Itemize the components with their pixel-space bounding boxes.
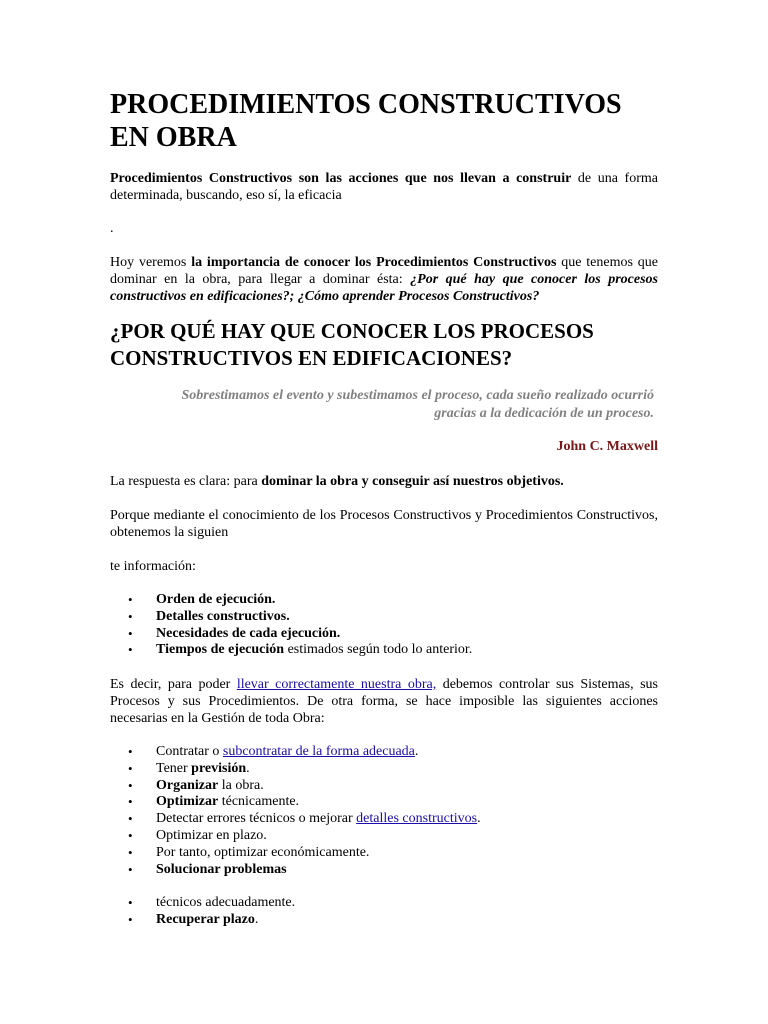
list-item: [128, 609, 658, 626]
link-detalles-constructivos[interactable]: detalles constructivos: [356, 811, 478, 827]
actions-list: [128, 744, 658, 878]
es-decir-paragraph: [110, 676, 658, 727]
quote-block: [130, 387, 654, 423]
list-item: [128, 828, 658, 845]
quote-author: John C. Maxwell: [556, 439, 658, 454]
list-item: [128, 845, 658, 862]
list-item-text: Contratar o: [156, 744, 223, 759]
list-item-bold: Organizar: [156, 777, 219, 793]
quote-line-1: Sobrestimamos el evento y subestimamos el proceso, cada sueño realizado ocurrió: [181, 388, 654, 403]
list-item: [128, 626, 658, 643]
today-text-2: que tenemos que dominar en la obra, para llegar a dominar ésta:: [110, 255, 658, 287]
list-item-text: Detectar errores técnicos o mejorar: [156, 811, 357, 827]
intro-bold: Procedimientos Constructivos son las acciones que nos llevan a construir: [110, 171, 572, 186]
list-item-text: .: [414, 744, 419, 759]
list-item-text: Tener: [156, 760, 192, 776]
list-item-bold: Orden de ejecución.: [156, 592, 276, 607]
today-text-1: Hoy veremos: [110, 255, 192, 270]
answer-bold: dominar la obra y conseguir así nuestros objetivos.: [261, 474, 564, 489]
es-decir-text-2: debemos controlar sus Sistemas, sus Procesos y sus Procedimientos. De otra forma, se hace imposible las siguientes acciones necesarias en la Gestión de toda Obra:: [110, 677, 658, 726]
link-llevar-obra[interactable]: llevar correctamente nuestra obra,: [236, 677, 437, 692]
list-item-text: .: [477, 811, 481, 827]
answer-text: La respuesta es clara: para: [110, 474, 262, 489]
list-item-text: técnicos adecuadamente.: [156, 895, 296, 910]
list-item: [128, 794, 658, 811]
list-item: [128, 744, 658, 761]
list-item: [128, 862, 658, 879]
list-item: [128, 912, 658, 929]
list-item-bold: Necesidades de cada ejecución.: [156, 625, 341, 641]
actions-list-continued: [128, 895, 658, 929]
quote-line-2: gracias a la dedicación de un proceso.: [434, 406, 654, 421]
page-title: PROCEDIMIENTOS CONSTRUCTIVOS EN OBRA: [110, 89, 622, 153]
list-item: [128, 592, 658, 609]
list-item-bold: Solucionar problemas: [156, 861, 287, 877]
intro-paragraph: [110, 170, 658, 204]
list-item-text: .: [254, 911, 259, 927]
list-item: [128, 642, 658, 659]
list-item: [128, 811, 658, 828]
list-item-text: Por tanto, optimizar económicamente.: [156, 844, 370, 860]
porque-paragraph: Porque mediante el conocimiento de los Procesos Constructivos y Procedimientos Constructivos, obtenemos la siguien: [110, 508, 658, 540]
list-item-bold: Detalles constructivos.: [156, 608, 290, 624]
list-item-bold: Optimizar: [156, 794, 219, 810]
list-item-bold: previsión: [191, 760, 247, 776]
list-item-bold: Tiempos de ejecución: [156, 642, 285, 658]
list-item-text: .: [246, 760, 250, 776]
separator-dot: .: [110, 221, 114, 236]
intro-rest: de una forma determinada, buscando, eso sí, la eficacia: [110, 171, 658, 203]
today-questions: ¿Por qué hay que conocer los procesos constructivos en edificaciones?; ¿Cómo aprender Procesos Constructivos?: [110, 272, 658, 304]
answer-paragraph: [110, 473, 658, 490]
list-item-text: estimados según todo lo anterior.: [284, 642, 473, 658]
list-item: [128, 761, 658, 778]
today-bold: la importancia de conocer los Procedimientos Constructivos: [191, 255, 557, 270]
list-item-bold: Recuperar plazo: [156, 911, 255, 927]
list-item-text: la obra.: [218, 777, 264, 793]
te-info-paragraph: te información:: [110, 559, 196, 574]
list-item: [128, 895, 658, 912]
today-paragraph: [110, 254, 658, 305]
es-decir-text-1: Es decir, para poder: [110, 677, 237, 692]
list-item-text: técnicamente.: [218, 794, 300, 810]
link-subcontratar[interactable]: subcontratar de la forma adecuada: [222, 744, 415, 759]
section-heading: ¿POR QUÉ HAY QUE CONOCER LOS PROCESOS CONSTRUCTIVOS EN EDIFICACIONES?: [110, 319, 594, 370]
list-item: [128, 778, 658, 795]
list-item-text: Optimizar en plazo.: [156, 827, 267, 843]
info-list: [128, 592, 658, 659]
